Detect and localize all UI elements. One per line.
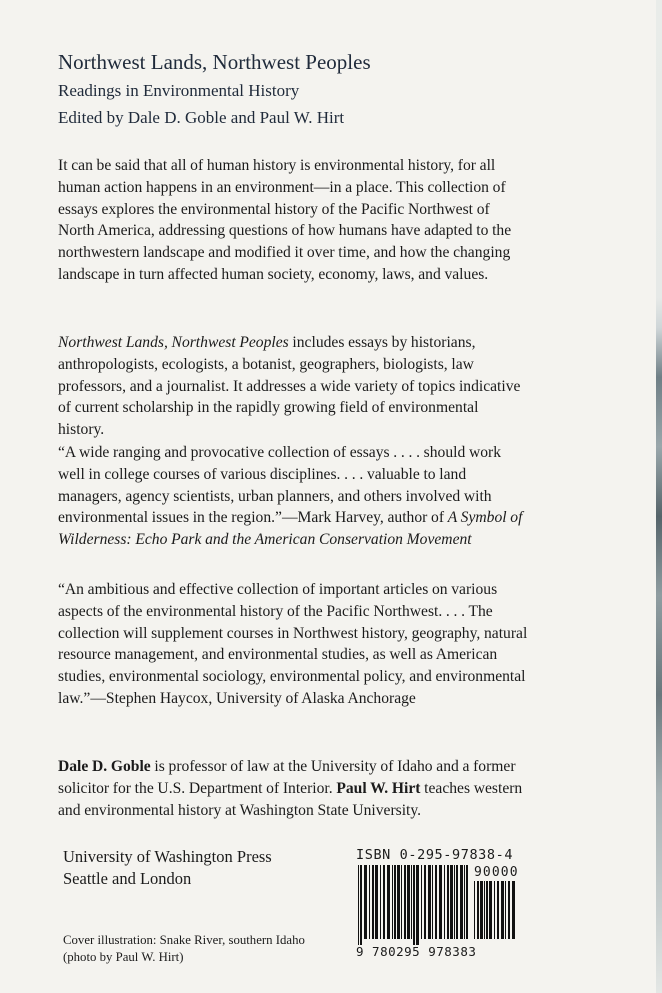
barcode-bar	[413, 865, 415, 945]
barcode-bar	[460, 865, 463, 939]
barcode-bar	[372, 865, 374, 939]
barcode-bar	[375, 865, 378, 939]
barcode-bar	[401, 865, 402, 939]
cover-credit-line-1: Cover illustration: Snake River, southern Idaho	[63, 933, 305, 947]
barcode-bar	[494, 881, 495, 939]
book-editors: Edited by Dale D. Goble and Paul W. Hirt	[58, 108, 345, 127]
barcode-bar	[484, 881, 485, 939]
barcode-bar	[421, 865, 422, 939]
book-subtitle: Readings in Environmental History	[58, 81, 300, 100]
barcode-bar	[454, 865, 455, 939]
barcode-bar	[407, 865, 410, 939]
barcode-bar	[508, 881, 510, 939]
barcode-digits: 9 780295 978383	[356, 944, 477, 959]
barcode-bar	[447, 865, 449, 939]
barcode-bar	[512, 881, 515, 939]
author-name-goble: Dale D. Goble	[58, 758, 151, 775]
barcode-bar	[435, 865, 437, 939]
barcode-bar	[387, 865, 390, 939]
barcode-bar	[392, 865, 393, 939]
blurb-harvey-text: “A wide ranging and provocative collection of essays . . . . should work well in college courses of various disciplines. . . . valuable to land managers, agency scientists, urban planners, and others involved with environmental issues in the region.”—Mark Harvey, author of	[58, 444, 502, 527]
barcode-bar	[505, 881, 506, 939]
book-title-italic: Northwest Lands, Northwest Peoples	[58, 334, 289, 351]
barcode-bar	[444, 865, 445, 939]
author-bio-hirt: teaches western and environmental history at Washington State University.	[58, 779, 523, 819]
publisher-name: University of Washington Press	[63, 847, 272, 866]
barcode-bar	[489, 881, 492, 939]
barcode-bar	[383, 865, 385, 939]
blurb-harvey	[58, 442, 528, 551]
barcode-bar	[432, 865, 433, 939]
barcode-addon-digits: 90000	[474, 865, 519, 880]
barcode-bar	[424, 865, 426, 939]
barcode-bar	[477, 881, 479, 939]
barcode-bar	[416, 865, 419, 945]
author-bios	[58, 756, 528, 821]
book-title: Northwest Lands, Northwest Peoples	[58, 50, 371, 74]
author-bio-goble: is professor of law at the University of Idaho and a former solicitor for the U.S. Department of Interior.	[58, 758, 516, 797]
cover-credit	[63, 932, 305, 966]
barcode-bar	[439, 865, 442, 939]
barcode-bar	[497, 881, 499, 939]
barcode-bar	[397, 865, 400, 939]
barcode-bar	[486, 881, 488, 939]
barcode-bar	[411, 865, 412, 939]
barcode-bar	[428, 865, 431, 939]
barcode-bar	[360, 865, 362, 945]
barcode-bar	[464, 865, 465, 939]
blurb-haycox: “An ambitious and effective collection of important articles on various aspects of the environmental history of the Pacific Northwest. . . . The collection will supplement courses in Northwest history, geography, natural resource management, and environmental studies, as well as American studies, environmental sociology, environmental policy, and environmental law.”—Stephen Haycox, University of Alaska Anchorage	[58, 581, 528, 707]
description-paragraph-1: It can be said that all of human history is environmental history, for all human action happens in an environment—in a place. This collection of essays explores the environmental history of the Pacific Northwest of North America, addressing questions of how humans have adapted to the northwestern landscape and modified it over time, and how the changing landscape in turn affected human society, economy, laws, and values.	[58, 157, 512, 283]
barcode-bar	[404, 865, 406, 939]
cover-edge-image	[656, 0, 662, 993]
barcode-bars-addon	[474, 881, 518, 949]
publisher-location: Seattle and London	[63, 869, 192, 888]
author-name-hirt: Paul W. Hirt	[336, 779, 421, 797]
barcode-bar	[380, 865, 381, 939]
description-paragraph-2	[58, 332, 528, 441]
barcode-bar	[450, 865, 453, 939]
barcode-bar	[501, 881, 504, 939]
isbn-label: ISBN 0-295-97838-4	[356, 847, 514, 863]
blurb-harvey-book: A Symbol of Wilderness: Echo Park and the American Conservation Movement	[58, 509, 523, 549]
barcode-bar	[394, 865, 396, 939]
barcode-bars-main	[358, 865, 468, 949]
barcode	[356, 847, 520, 957]
barcode-bar	[480, 881, 483, 939]
barcode-bar	[364, 865, 367, 939]
barcode-bar	[369, 865, 370, 939]
barcode-bar	[474, 881, 475, 939]
barcode-bar	[456, 865, 458, 939]
cover-credit-line-2: (photo by Paul W. Hirt)	[63, 950, 184, 964]
barcode-bar	[358, 865, 359, 945]
barcode-bar	[466, 865, 468, 939]
description-paragraph-2-text: includes essays by historians, anthropologists, ecologists, a botanist, geographers, biologists, law professors, and a journalist. It addresses a wide variety of topics indicative of current scholarship in the rapidly growing field of environmental history.	[58, 334, 521, 439]
publisher	[63, 846, 272, 890]
